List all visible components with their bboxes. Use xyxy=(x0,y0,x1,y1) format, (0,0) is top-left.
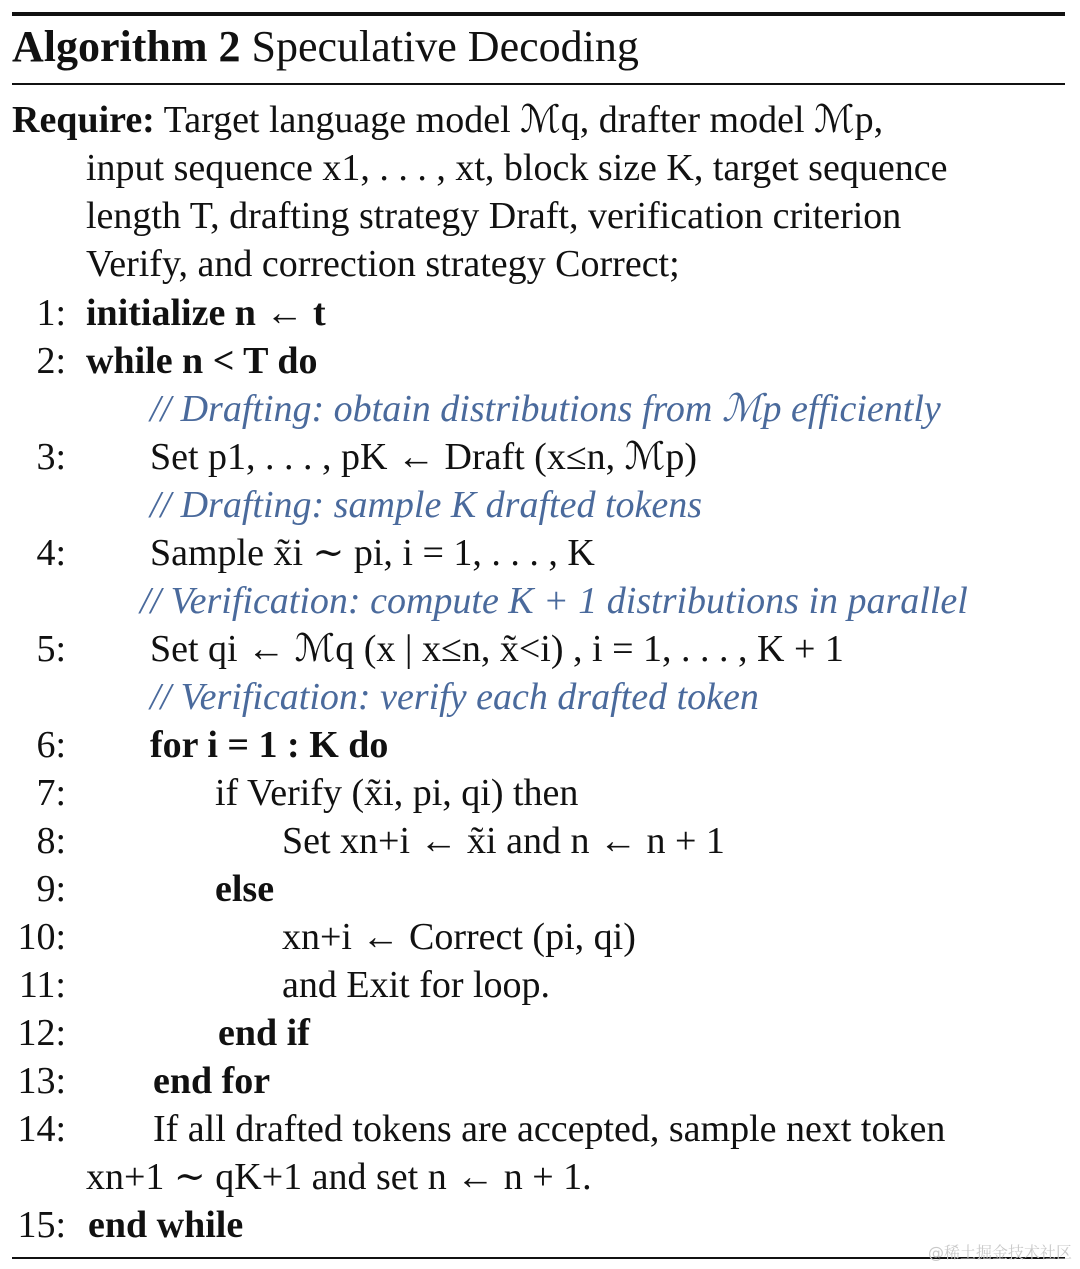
step-5-text: Set qi ← ℳq (x | x≤n, x̃<i) , i = 1, . . . , K + 1 xyxy=(150,628,844,670)
step-number: 6: xyxy=(36,724,66,766)
step-number: 5: xyxy=(36,628,66,670)
step-number: 11: xyxy=(18,964,66,1006)
step-number: 8: xyxy=(36,820,66,862)
comment-verification-compute: // Verification: compute K + 1 distributions in parallel xyxy=(140,580,968,622)
step-9-text: else xyxy=(215,868,275,910)
step-1-text: initialize n ← t xyxy=(86,292,326,334)
comment-verification-verify: // Verification: verify each drafted token xyxy=(150,676,759,718)
step-6-text: for i = 1 : K do xyxy=(150,724,389,766)
require-text-3: length T, drafting strategy Draft, verification criterion xyxy=(86,195,902,237)
watermark: @稀土掘金技术社区 xyxy=(927,1243,1072,1262)
step-2-text: while n < T do xyxy=(86,340,318,382)
comment-drafting-sample: // Drafting: sample K drafted tokens xyxy=(150,484,703,526)
step-number: 10: xyxy=(17,916,66,958)
step-4-text: Sample x̃i ∼ pi, i = 1, . . . , K xyxy=(150,532,595,574)
step-number: 2: xyxy=(36,340,66,382)
step-13-text: end for xyxy=(153,1060,271,1102)
step-number: 7: xyxy=(36,772,66,814)
title-rule xyxy=(12,83,1065,85)
algorithm-label: Algorithm 2 xyxy=(12,22,241,71)
step-11-text: and Exit for loop. xyxy=(282,964,551,1006)
step-number: 1: xyxy=(36,292,66,334)
step-14-continuation: xn+1 ∼ qK+1 and set n ← n + 1. xyxy=(86,1156,592,1198)
step-15-text: end while xyxy=(88,1204,244,1246)
top-rule xyxy=(12,12,1065,16)
step-12-text: end if xyxy=(218,1012,310,1054)
require-line-1 xyxy=(12,96,883,144)
step-7-text: if Verify (x̃i, pi, qi) then xyxy=(215,772,579,814)
step-3-text: Set p1, . . . , pK ← Draft (x≤n, ℳp) xyxy=(150,436,697,478)
step-number: 14: xyxy=(17,1108,66,1150)
bottom-rule xyxy=(12,1257,1065,1259)
comment-drafting-distributions: // Drafting: obtain distributions from ℳp efficiently xyxy=(150,388,941,430)
require-text-2: input sequence x1, . . . , xt, block size K, target sequence xyxy=(86,147,948,189)
step-number: 9: xyxy=(36,868,66,910)
step-8-text: Set xn+i ← x̃i and n ← n + 1 xyxy=(282,820,725,862)
algorithm-name: Speculative Decoding xyxy=(251,22,639,71)
step-10-text: xn+i ← Correct (pi, qi) xyxy=(282,916,636,958)
step-number: 3: xyxy=(36,436,66,478)
step-number: 13: xyxy=(17,1060,66,1102)
step-number: 15: xyxy=(17,1204,66,1246)
algorithm-title xyxy=(12,18,639,76)
step-14-text: If all drafted tokens are accepted, sample next token xyxy=(153,1108,946,1150)
step-number: 4: xyxy=(36,532,66,574)
require-text-1: Target language model ℳq, drafter model ℳp, xyxy=(163,99,884,141)
step-number: 12: xyxy=(17,1012,66,1054)
require-text-4: Verify, and correction strategy Correct; xyxy=(86,243,680,285)
require-label: Require: xyxy=(12,99,155,141)
